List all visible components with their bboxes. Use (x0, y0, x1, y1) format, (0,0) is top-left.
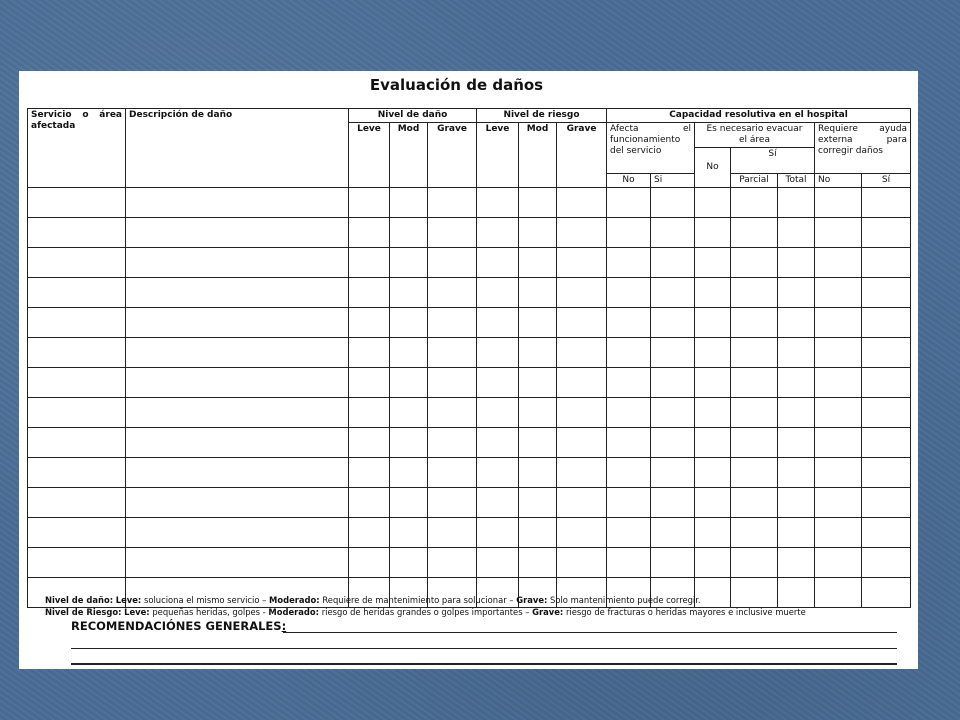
legend-dano-leve-label: Leve: (115, 595, 142, 605)
table-cell[interactable] (651, 428, 695, 458)
table-cell[interactable] (428, 458, 477, 488)
table-cell[interactable] (778, 308, 815, 338)
table-cell[interactable] (519, 518, 557, 548)
table-cell[interactable] (695, 188, 731, 218)
table-cell[interactable] (815, 368, 862, 398)
table-cell[interactable] (519, 188, 557, 218)
table-cell[interactable] (862, 368, 911, 398)
table-cell[interactable] (28, 428, 126, 458)
table-row (28, 548, 911, 578)
table-cell[interactable] (607, 338, 651, 368)
table-cell[interactable] (778, 248, 815, 278)
table-cell[interactable] (695, 398, 731, 428)
table-cell[interactable] (778, 398, 815, 428)
table-row (28, 488, 911, 518)
table-cell[interactable] (28, 368, 126, 398)
table-cell[interactable] (607, 398, 651, 428)
table-cell[interactable] (519, 368, 557, 398)
header-afecta-no: No (607, 174, 651, 188)
table-cell[interactable] (695, 428, 731, 458)
table-cell[interactable] (477, 278, 519, 308)
table-cell[interactable] (862, 218, 911, 248)
table-cell[interactable] (557, 308, 607, 338)
header-dano-grave: Grave (428, 123, 477, 188)
form-title: Evaluación de daños (369, 76, 544, 94)
header-riesgo-grave: Grave (557, 123, 607, 188)
legend (45, 594, 806, 618)
table-cell[interactable] (651, 548, 695, 578)
table-cell[interactable] (519, 428, 557, 458)
table-cell[interactable] (778, 188, 815, 218)
table-cell[interactable] (126, 278, 349, 308)
table-cell[interactable] (651, 308, 695, 338)
table-cell[interactable] (731, 308, 778, 338)
table-cell[interactable] (557, 428, 607, 458)
recommendations-heading (71, 619, 286, 633)
table-cell[interactable] (815, 578, 862, 608)
table-cell[interactable] (862, 518, 911, 548)
table-cell[interactable] (607, 548, 651, 578)
table-cell[interactable] (778, 428, 815, 458)
assessment-table (27, 108, 911, 608)
table-cell[interactable] (695, 488, 731, 518)
table-cell[interactable] (126, 428, 349, 458)
table-cell[interactable] (349, 188, 390, 218)
table-cell[interactable] (778, 488, 815, 518)
table-cell[interactable] (428, 548, 477, 578)
table-cell[interactable] (519, 218, 557, 248)
header-afecta-text: Afecta el funcionamiento del servicio (610, 124, 691, 156)
table-cell[interactable] (519, 308, 557, 338)
table-cell[interactable] (731, 548, 778, 578)
header-dano-leve: Leve (349, 123, 390, 188)
table-cell[interactable] (519, 338, 557, 368)
table-cell[interactable] (651, 518, 695, 548)
recommendations-line-3[interactable] (71, 663, 897, 665)
header-afecta-si: Si (651, 174, 695, 188)
table-cell[interactable] (28, 548, 126, 578)
table-cell[interactable] (778, 548, 815, 578)
legend-riesgo-label: Nivel de Riesgo: (45, 607, 122, 617)
table-cell[interactable] (477, 218, 519, 248)
table-cell[interactable] (477, 488, 519, 518)
table-cell[interactable] (607, 518, 651, 548)
table-cell[interactable] (126, 548, 349, 578)
table-cell[interactable] (862, 578, 911, 608)
header-descripcion: Descripción de daño (126, 109, 349, 188)
table-cell[interactable] (651, 248, 695, 278)
table-cell[interactable] (349, 308, 390, 338)
table-cell[interactable] (815, 548, 862, 578)
table-cell[interactable] (695, 278, 731, 308)
legend-dano-leve-text: soluciona el mismo servicio – (143, 595, 267, 605)
table-cell[interactable] (607, 368, 651, 398)
table-cell[interactable] (28, 398, 126, 428)
legend-riesgo-grave-label: Grave: (532, 607, 564, 617)
table-cell[interactable] (557, 518, 607, 548)
table-cell[interactable] (557, 338, 607, 368)
table-cell[interactable] (862, 188, 911, 218)
table-cell[interactable] (695, 458, 731, 488)
table-cell[interactable] (778, 218, 815, 248)
table-body (28, 188, 911, 608)
table-cell[interactable] (390, 398, 428, 428)
table-cell[interactable] (651, 458, 695, 488)
table-cell[interactable] (862, 248, 911, 278)
table-cell[interactable] (477, 188, 519, 218)
table-cell[interactable] (651, 398, 695, 428)
table-cell[interactable] (695, 248, 731, 278)
table-cell[interactable] (557, 188, 607, 218)
table-row (28, 338, 911, 368)
header-servicio: Servicio o área afectada (28, 109, 126, 188)
table-cell[interactable] (390, 548, 428, 578)
table-cell[interactable] (126, 308, 349, 338)
legend-riesgo-leve-text: pequeñas heridas, golpes - (152, 607, 266, 617)
table-cell[interactable] (390, 248, 428, 278)
table-cell[interactable] (428, 308, 477, 338)
table-cell[interactable] (815, 428, 862, 458)
header-evacuar: Es necesario evacuar el área (695, 123, 815, 148)
table-row (28, 368, 911, 398)
header-evacuar-si: Sí (731, 148, 815, 174)
table-cell[interactable] (349, 518, 390, 548)
table-cell[interactable] (815, 488, 862, 518)
table-cell[interactable] (695, 548, 731, 578)
table-cell[interactable] (695, 518, 731, 548)
legend-riesgo-mod-label: Moderado: (268, 607, 320, 617)
table-cell[interactable] (651, 338, 695, 368)
table-cell[interactable] (477, 548, 519, 578)
table-cell[interactable] (607, 278, 651, 308)
table-cell[interactable] (557, 218, 607, 248)
table-cell[interactable] (390, 518, 428, 548)
table-cell[interactable] (815, 248, 862, 278)
table-cell[interactable] (390, 428, 428, 458)
table-cell[interactable] (695, 218, 731, 248)
table-cell[interactable] (477, 458, 519, 488)
table-cell[interactable] (557, 398, 607, 428)
recommendations-line-1[interactable] (283, 632, 897, 633)
table-cell[interactable] (557, 278, 607, 308)
table-cell[interactable] (28, 458, 126, 488)
table-cell[interactable] (607, 218, 651, 248)
table-row (28, 248, 911, 278)
table-cell[interactable] (815, 278, 862, 308)
header-evacuar-no: No (695, 148, 731, 188)
legend-nivel-dano (45, 594, 806, 606)
table-cell[interactable] (607, 188, 651, 218)
table-cell[interactable] (731, 428, 778, 458)
table-cell[interactable] (28, 218, 126, 248)
table-cell[interactable] (862, 278, 911, 308)
table-cell[interactable] (815, 218, 862, 248)
legend-dano-mod-text: Requiere de mantenimiento para solucionar – (322, 595, 514, 605)
table-cell[interactable] (126, 398, 349, 428)
table-cell[interactable] (651, 368, 695, 398)
table-cell[interactable] (126, 338, 349, 368)
table-cell[interactable] (126, 518, 349, 548)
table-cell[interactable] (390, 218, 428, 248)
table-cell[interactable] (778, 278, 815, 308)
table-cell[interactable] (477, 308, 519, 338)
table-row (28, 458, 911, 488)
table-cell[interactable] (349, 488, 390, 518)
header-evacuar-parcial: Parcial (731, 174, 778, 188)
table-cell[interactable] (428, 338, 477, 368)
legend-dano-label: Nivel de daño: (45, 595, 114, 605)
table-cell[interactable] (126, 488, 349, 518)
table-cell[interactable] (778, 338, 815, 368)
table-cell[interactable] (519, 548, 557, 578)
header-requiere-si: Sí (862, 174, 911, 188)
table-cell[interactable] (390, 338, 428, 368)
table-cell[interactable] (607, 488, 651, 518)
table-cell[interactable] (778, 368, 815, 398)
table-row (28, 518, 911, 548)
table-cell[interactable] (731, 398, 778, 428)
table-cell[interactable] (651, 218, 695, 248)
table-cell[interactable] (815, 398, 862, 428)
table-cell[interactable] (519, 248, 557, 278)
table-cell[interactable] (428, 518, 477, 548)
legend-riesgo-grave-text: riesgo de fracturas o heridas mayores e inclusive muerte (565, 607, 806, 617)
table-cell[interactable] (557, 248, 607, 278)
recommendations-label: RECOMENDACIÓNES GENERALES (71, 619, 282, 633)
table-cell[interactable] (607, 248, 651, 278)
table-cell[interactable] (731, 368, 778, 398)
table-cell[interactable] (126, 248, 349, 278)
table-cell[interactable] (349, 338, 390, 368)
header-dano-mod: Mod (390, 123, 428, 188)
table-cell[interactable] (862, 428, 911, 458)
header-requiere (815, 123, 911, 174)
table-cell[interactable] (862, 458, 911, 488)
table-cell[interactable] (428, 218, 477, 248)
table-cell[interactable] (349, 428, 390, 458)
table-cell[interactable] (557, 488, 607, 518)
table-cell[interactable] (651, 188, 695, 218)
table-row (28, 398, 911, 428)
table-cell[interactable] (731, 248, 778, 278)
table-cell[interactable] (477, 428, 519, 458)
table-cell[interactable] (519, 488, 557, 518)
table-cell[interactable] (126, 368, 349, 398)
table-cell[interactable] (477, 248, 519, 278)
table-cell[interactable] (477, 518, 519, 548)
table-cell[interactable] (557, 368, 607, 398)
table-cell[interactable] (519, 398, 557, 428)
table-cell[interactable] (28, 248, 126, 278)
table-cell[interactable] (349, 278, 390, 308)
table-cell[interactable] (428, 488, 477, 518)
table-cell[interactable] (815, 188, 862, 218)
table-cell[interactable] (695, 368, 731, 398)
table-cell[interactable] (731, 338, 778, 368)
table-cell[interactable] (428, 278, 477, 308)
legend-nivel-riesgo (45, 606, 806, 618)
table-cell[interactable] (557, 548, 607, 578)
table-cell[interactable] (651, 488, 695, 518)
table-cell[interactable] (731, 488, 778, 518)
table-cell[interactable] (477, 338, 519, 368)
table-cell[interactable] (28, 308, 126, 338)
table-cell[interactable] (862, 308, 911, 338)
table-cell[interactable] (815, 518, 862, 548)
table-cell[interactable] (428, 368, 477, 398)
table-cell[interactable] (126, 458, 349, 488)
header-capacidad: Capacidad resolutiva en el hospital (607, 109, 911, 123)
legend-dano-mod-label: Moderado: (269, 595, 320, 605)
table-cell[interactable] (390, 458, 428, 488)
table-cell[interactable] (607, 458, 651, 488)
table-cell[interactable] (428, 248, 477, 278)
table-cell[interactable] (390, 308, 428, 338)
table-cell[interactable] (815, 308, 862, 338)
table-cell[interactable] (28, 188, 126, 218)
header-riesgo-mod: Mod (519, 123, 557, 188)
table-cell[interactable] (731, 458, 778, 488)
header-nivel-dano: Nivel de daño (349, 109, 477, 123)
table-cell[interactable] (778, 518, 815, 548)
table-cell[interactable] (428, 428, 477, 458)
table-cell[interactable] (390, 368, 428, 398)
table-cell[interactable] (477, 368, 519, 398)
table-cell[interactable] (607, 428, 651, 458)
table-cell[interactable] (607, 308, 651, 338)
table-cell[interactable] (862, 548, 911, 578)
table-cell[interactable] (349, 368, 390, 398)
table-cell[interactable] (651, 278, 695, 308)
table-cell[interactable] (28, 518, 126, 548)
table-row (28, 428, 911, 458)
table-cell[interactable] (731, 278, 778, 308)
table-cell[interactable] (862, 398, 911, 428)
header-evacuar-total: Total (778, 174, 815, 188)
table-cell[interactable] (695, 338, 731, 368)
legend-riesgo-mod-text: riesgo de heridas grandes o golpes importantes – (321, 607, 530, 617)
table-cell[interactable] (349, 458, 390, 488)
table-cell[interactable] (28, 278, 126, 308)
header-nivel-riesgo: Nivel de riesgo (477, 109, 607, 123)
legend-riesgo-leve-label: Leve: (124, 607, 150, 617)
legend-dano-grave-label: Grave: (516, 595, 548, 605)
header-requiere-text: Requiere ayuda externa para corregir daños (818, 124, 908, 156)
table-row (28, 278, 911, 308)
table-cell[interactable] (390, 278, 428, 308)
recommendations-line-2[interactable] (71, 648, 897, 649)
header-riesgo-leve: Leve (477, 123, 519, 188)
table-cell[interactable] (390, 188, 428, 218)
header-afecta (607, 123, 695, 174)
header-requiere-no: No (815, 174, 862, 188)
damage-assessment-form (19, 71, 918, 669)
table-cell[interactable] (695, 308, 731, 338)
table-cell[interactable] (349, 398, 390, 428)
table-cell[interactable] (428, 398, 477, 428)
table-cell[interactable] (28, 338, 126, 368)
table-cell[interactable] (390, 488, 428, 518)
table-cell[interactable] (862, 488, 911, 518)
table-cell[interactable] (557, 458, 607, 488)
legend-dano-grave-text: Solo mantenimiento puede corregir. (550, 595, 701, 605)
table-cell[interactable] (349, 548, 390, 578)
table-cell[interactable] (477, 398, 519, 428)
table-cell[interactable] (519, 458, 557, 488)
table-cell[interactable] (731, 518, 778, 548)
table-cell[interactable] (519, 278, 557, 308)
table-cell[interactable] (815, 458, 862, 488)
table-cell[interactable] (28, 488, 126, 518)
table-row (28, 218, 911, 248)
table-cell[interactable] (862, 338, 911, 368)
table-cell[interactable] (126, 218, 349, 248)
table-cell[interactable] (778, 458, 815, 488)
table-cell[interactable] (349, 218, 390, 248)
table-cell[interactable] (126, 188, 349, 218)
table-row (28, 188, 911, 218)
table-cell[interactable] (428, 188, 477, 218)
recommendations-colon: : (281, 619, 287, 633)
table-row (28, 308, 911, 338)
table-cell[interactable] (731, 218, 778, 248)
table-cell[interactable] (731, 188, 778, 218)
table-cell[interactable] (815, 338, 862, 368)
table-cell[interactable] (349, 248, 390, 278)
